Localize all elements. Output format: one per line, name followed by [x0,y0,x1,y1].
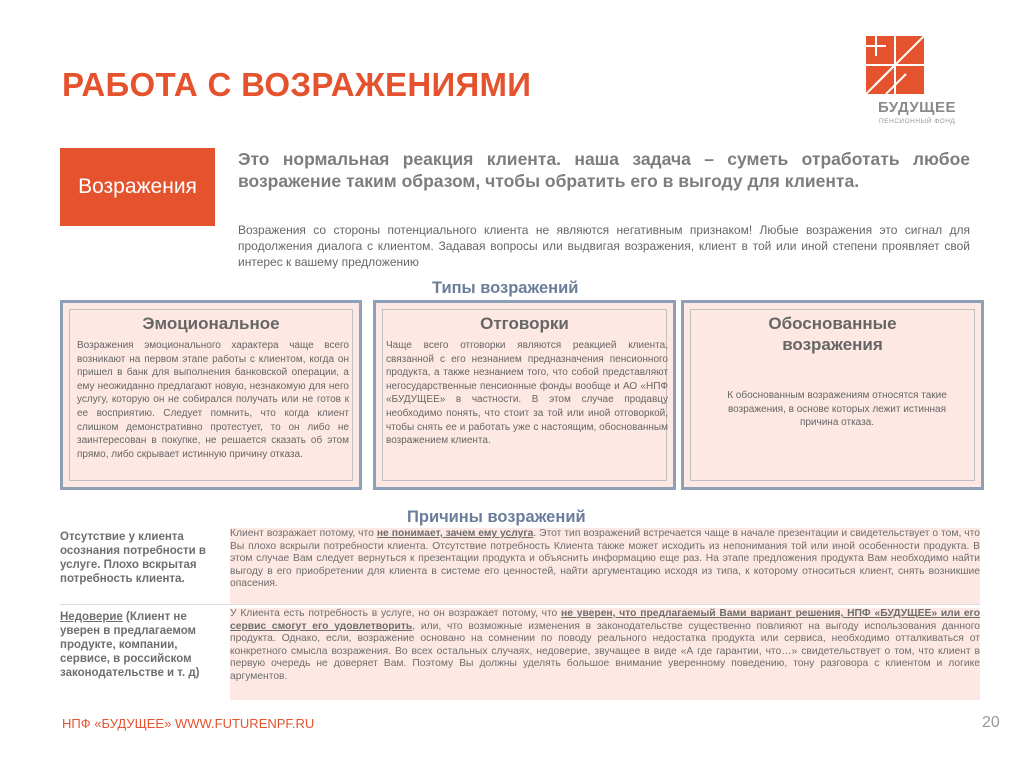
reason-label: Недоверие (Клиент не уверен в предлагаемом продукте, компании, сервисе, в российском законодательстве и т. д) [60,611,200,679]
table-row [60,528,980,604]
logo-name: БУДУЩЕЕ [878,99,956,116]
page-number: 20 [982,714,1000,731]
footer-text: НПФ «БУДУЩЕЕ» WWW.FUTURENPF.RU [62,716,315,731]
reasons-heading: Причины возражений [407,508,586,526]
card-title: Эмоциональное [142,314,280,333]
lead-subtext: Возражения со стороны потенциального клиента не являются негативным признаком! Любые возражения это сигнал для продолжения диалога с клиентом. Задавая вопросы или выдвигая возражения, клиент в той или иной степени проявляет свой интерес к вашему предложению [238,223,970,269]
reason-label: Отсутствие у клиента осознания потребности в услуге. Плохо вскрытая потребность клиента. [60,531,206,585]
reason-description: У Клиента есть потребность в услуге, но он возражает потому, что не уверен, что предлагаемый Вами вариант решения, НПФ «БУДУЩЕЕ» или его сервис смогут его удовлетворить, или, что возможные изменения в законодательстве существенно повлияют на выгоду использования данного продукта. Однако, если, возражение основано на сомнении по поводу реального недостатка продукта или сервиса, необходимо отталкиваться от конкретного смысла возражения. Во всех остальных случаях, недоверие, звучащее в виде «А где гарантии, что…» свидетельствует о том, что клиент в первую очередь не доверяет Вам. Поэтому Вы должны уделять большое внимание уверенному поведению, тону разговора с клиентом и логике аргументов. [230,608,980,700]
logo-subtitle: ПЕНСИОННЫЙ ФОНД [879,118,956,125]
card-title: Обоснованные возражения [768,314,897,354]
page-title: РАБОТА С ВОЗРАЖЕНИЯМИ [62,66,532,103]
lead-text: Это нормальная реакция клиента. наша задача – суметь отработать любое возражение таким образом, чтобы обратить его в выгоду для клиента. [238,149,970,191]
company-logo [862,36,972,128]
type-card-emotional [60,300,362,490]
logo-mark-icon [866,36,924,94]
reason-description: Клиент возражает потому, что не понимает, зачем ему услуга. Этот тип возражений встречается чаще в начале презентации и свидетельствует о том, что Вы плохо вскрыли потребности клиента. Отсутствие потребность Клиента также может исходить из непонимания той или иной особенности продукта. В этом случае Вам следует вернуться к презентации продукта и объяснить информацию еще раз. На этапе предложения продукта Вам необходимо найти выгоду в его приобретении для клиента в системе его ценностей, найти аргументацию исходя из типа, к которому относиться клиент, снять возникшие опасения. [230,528,980,604]
card-body: К обоснованным возражениям относятся такие возражения, в основе которых лежит истинная причина отказа. [727,390,947,429]
card-body: Возражения эмоционального характера чаще всего возникают на первом этапе работы с клиентом, когда он пришел в банк для выполнения банковской операции, а ему неожиданно предлагают новую, незнакомую для него услугу, которую он не собирался получать или не готов к ее восприятию. Следует помнить, что когда клиент слишком демонстративно протестует, то он либо не заинтересован в покупке, не решается сказать об этом прямо, либо скрывает истинную причину отказа. [77,340,349,460]
table-row [60,608,980,700]
type-card-excuses [373,300,676,490]
type-card-grounded [681,300,984,490]
card-body: Чаще всего отговорки являются реакцией клиента, связанной с его незнанием предназначения пенсионного продукта, а также незнанием того, что собой представляют негосударственные пенсионные фонды вообще и АО «НПФ «БУДУЩЕЕ» в частности. В этом случае продавцу необходимо понять, что стоит за той или иной отговоркой, чтобы снять ее и работать уже с настоящим, обоснованным возражением клиента. [386,340,668,447]
card-title: Отговорки [480,314,569,333]
types-heading: Типы возражений [432,279,579,297]
objections-badge: Возражения [60,148,215,226]
